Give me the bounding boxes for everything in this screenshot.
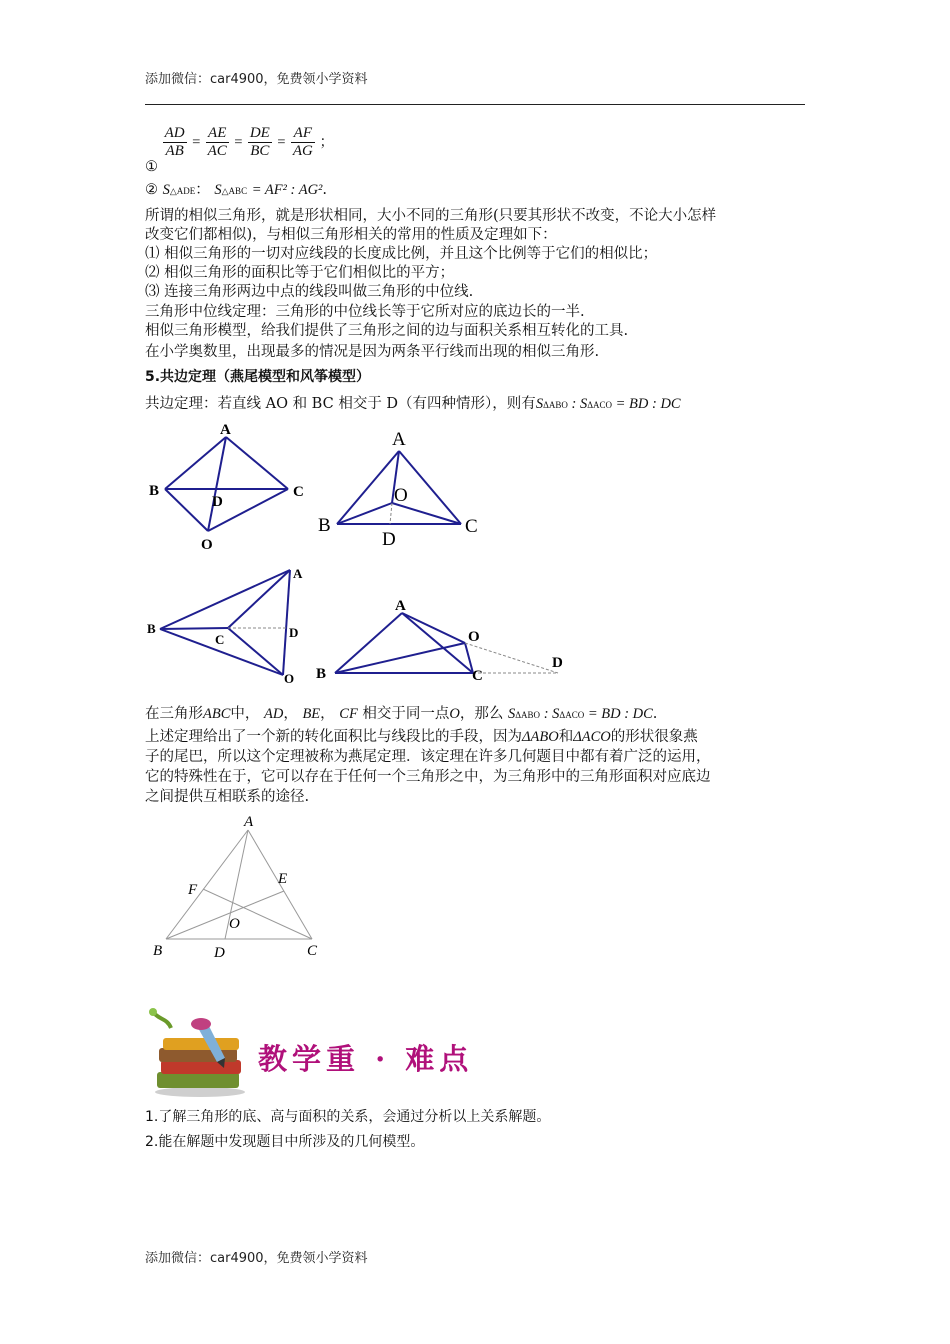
figure-cevians	[140, 810, 340, 965]
goal-item-1: 1.了解三角形的底、高与面积的关系，会通过分析以上关系解题。	[145, 1109, 551, 1125]
label-F: F	[188, 882, 198, 898]
para1-line8: 在小学奥数里，出现最多的情况是因为两条平行线而出现的相似三角形.	[145, 344, 600, 360]
label-O: O	[201, 537, 213, 553]
header-rule	[145, 104, 805, 105]
label-D: D	[289, 625, 299, 640]
para1-line6: 三角形中位线定理：三角形的中位线长等于它所对应的底边长的一半.	[145, 304, 585, 320]
figure-swallowtail	[140, 560, 320, 690]
para2-line5: 之间提供互相联系的途径.	[145, 789, 310, 805]
section-title: 5.共边定理（燕尾模型和风筝模型）	[145, 369, 371, 385]
banner-title: 教学重 · 难点	[258, 1042, 474, 1076]
page-header: 添加微信：car4900，免费领小学资料	[145, 72, 368, 87]
property-item-2: ⑵ 相似三角形的面积比等于它们相似比的平方；	[145, 265, 455, 281]
books-pencil-icon	[145, 1000, 255, 1100]
label-C: C	[293, 484, 304, 500]
label-O: O	[284, 671, 295, 686]
para1-line2: 改变它们都相似)，与相似三角形相关的常用的性质及定理如下：	[145, 227, 557, 243]
formula-ratio: ① $\frac{AD}{AB}$ = $\frac{AE}{AC}$ = $\frac{DE}{BC}$ = $\frac{AF}{AG}$ ；	[145, 125, 334, 175]
label-A: A	[392, 429, 406, 450]
fraction: $\frac{AE}{AC}$	[207, 125, 227, 159]
page-footer: 添加微信：car4900，免费领小学资料	[145, 1251, 368, 1266]
label-O: O	[229, 916, 240, 932]
label-D: D	[382, 529, 396, 550]
label-A: A	[244, 814, 254, 830]
property-item-3: ⑶ 连接三角形两边中点的线段叫做三角形的中位线.	[145, 284, 474, 300]
fraction: $\frac{AF}{AG}$	[292, 125, 313, 159]
para1-line1: 所谓的相似三角形，就是形状相同，大小不同的三角形(只要其形状不改变，不论大小怎样	[145, 208, 717, 224]
label-O: O	[394, 485, 408, 506]
label-C: C	[215, 632, 225, 647]
fraction: $\frac{DE}{BC}$	[249, 125, 270, 159]
label-D: D	[212, 494, 223, 510]
figure-kite	[140, 415, 320, 555]
theorem-statement: 共边定理：若直线 AO 和 BC 相交于 D（有四种情形），则有SΔABO : SΔACO = BD : DC	[145, 396, 681, 412]
fraction: $\frac{AD}{AB}$	[164, 125, 185, 159]
para2-line4: 它的特殊性在于，它可以存在于任何一个三角形之中，为三角形中的三角形面积对应底边	[145, 769, 711, 785]
label-O: O	[468, 629, 480, 645]
para2-line2: 上述定理给出了一个新的转化面积比与线段比的手段，因为ΔABO和ΔACO的形状很象燕	[145, 729, 698, 745]
label-E: E	[278, 871, 288, 887]
formula-area-ratio: ② S△ADE： S△ABC = AF² : AG².	[145, 182, 327, 198]
label-B: B	[149, 483, 160, 499]
label-A: A	[293, 566, 303, 581]
para2-line3: 子的尾巴，所以这个定理被称为燕尾定理．该定理在许多几何题目中都有着广泛的运用，	[145, 749, 711, 765]
label-B: B	[147, 621, 156, 636]
label-D: D	[214, 945, 225, 961]
label-A: A	[395, 598, 406, 614]
figure-inner-point	[315, 425, 485, 555]
figure-external-point	[310, 590, 580, 690]
property-item-1: ⑴ 相似三角形的一切对应线段的长度成比例，并且这个比例等于它们的相似比；	[145, 246, 658, 262]
label-C: C	[465, 516, 478, 537]
label-B: B	[318, 515, 331, 536]
goal-item-2: 2.能在解题中发现题目中所涉及的几何模型。	[145, 1134, 425, 1150]
label-C: C	[472, 668, 483, 684]
para2-line1: 在三角形ABC中， AD， BE， CF 相交于同一点O，那么 SΔABO : SΔACO = BD : DC.	[145, 706, 658, 722]
label-D: D	[552, 655, 563, 671]
label-B: B	[316, 666, 327, 682]
label-C: C	[307, 943, 318, 959]
para1-line7: 相似三角形模型，给我们提供了三角形之间的边与面积关系相互转化的工具.	[145, 323, 629, 339]
label-B: B	[153, 943, 163, 959]
label-A: A	[220, 422, 231, 438]
